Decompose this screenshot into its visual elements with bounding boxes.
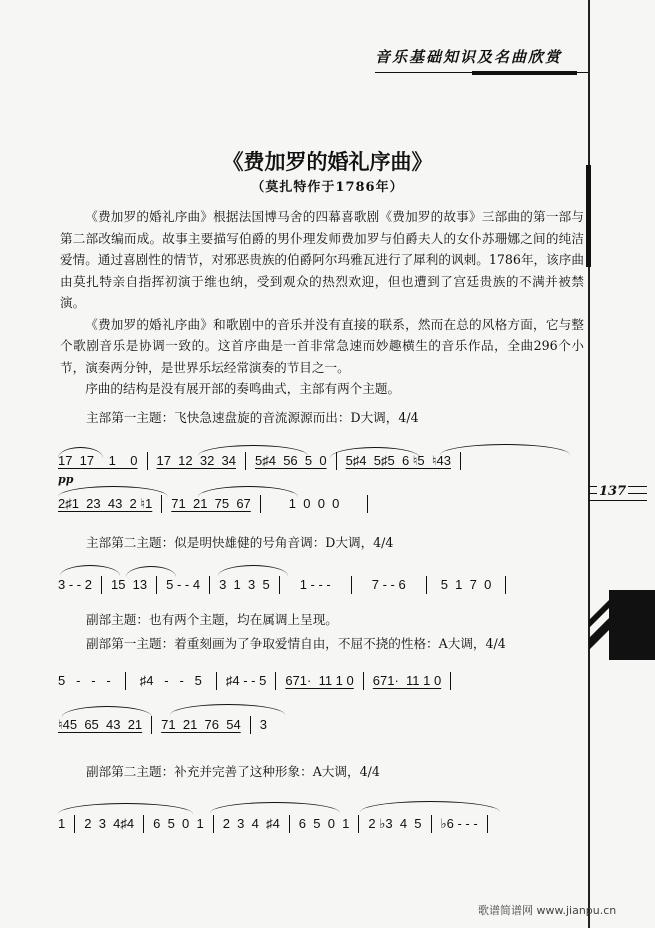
watermark: 歌谱简谱网 www.jianpu.cn	[478, 904, 617, 917]
notation-line: 5 - - - ♯4 - - 5 ♯4 - - 5 671· 11 1 0 671· 11 1 0	[58, 672, 451, 690]
paragraph: 《费加罗的婚礼序曲》和歌剧中的音乐并没有直接的联系，然而在总的风格方面，它与整个歌剧音乐是协调一致的。这首序曲是一首非常急速而妙趣横生的音乐作品，全曲296个小节，演奏两分钟，是世界乐坛经常演奏的节目之一。	[60, 316, 584, 375]
piece-subtitle: （莫扎特作于1786年）	[251, 180, 404, 195]
theme-caption: 主部第二主题：似是明快雄健的号角音调：D大调，4/4	[86, 535, 394, 550]
notation-line: 17 17 1 0 17 12 32 34 5♯4 56 5 0 5♯4 5♯5 6 ♮5 ♮43	[58, 452, 461, 470]
header-rule-thick	[472, 71, 577, 75]
theme-caption: 副部主题：也有两个主题，均在属调上呈现。	[86, 612, 338, 627]
dynamic-marking: pp	[58, 473, 74, 486]
piece-title: 《费加罗的婚礼序曲》	[222, 149, 433, 174]
page-number-badge	[589, 480, 649, 506]
theme-caption: 副部第一主题：着重刻画为了争取爱情自由，不屈不挠的性格：A大调，4/4	[86, 636, 506, 651]
theme-caption: 主部第一主题：飞快急速盘旋的音流源源而出：D大调，4/4	[86, 410, 419, 425]
notation-line: 3 - - 2 15 13 5 - - 4 3 1 3 5 1 - - - 7 - - 6 5 1 7 0	[58, 576, 506, 594]
notation-line: 1 2 3 4♯4 6 5 0 1 2 3 4 ♯4 6 5 0 1 2 ♭3 4 5 ♭6 - - -	[58, 815, 488, 833]
running-header: 音乐基础知识及名曲欣赏	[375, 48, 563, 66]
notation-line: ♮45 65 43 21 71 21 76 54 3	[58, 717, 267, 732]
paragraph: 《费加罗的婚礼序曲》根据法国博马舍的四幕喜歌剧《费加罗的故事》三部曲的第一部与第二部改编而成。故事主要描写伯爵的男仆理发师费加罗与伯爵夫人的女仆苏珊娜之间的纯洁爱情。通过喜剧性的情节，对邪恶贵族的伯爵阿尔玛雅瓦进行了犀利的讽刺。1786年，该序曲由莫扎特亲自指挥初演于维也纳，受到观众的热烈欢迎，但也遭到了宫廷贵族的不满并被禁演。	[60, 209, 584, 310]
theme-caption: 副部第二主题：补充并完善了这种形象：A大调，4/4	[86, 764, 380, 779]
decorative-stripes	[589, 590, 655, 660]
body-text	[60, 206, 584, 400]
margin-rule	[588, 0, 590, 928]
notation-line: 2♯1 23 43 2 ♮1 71 21 75 67 1 0 0 0	[58, 495, 368, 513]
paragraph: 序曲的结构是没有展开部的奏鸣曲式，主部有两个主题。	[85, 381, 401, 396]
page-number: 137	[599, 484, 627, 499]
